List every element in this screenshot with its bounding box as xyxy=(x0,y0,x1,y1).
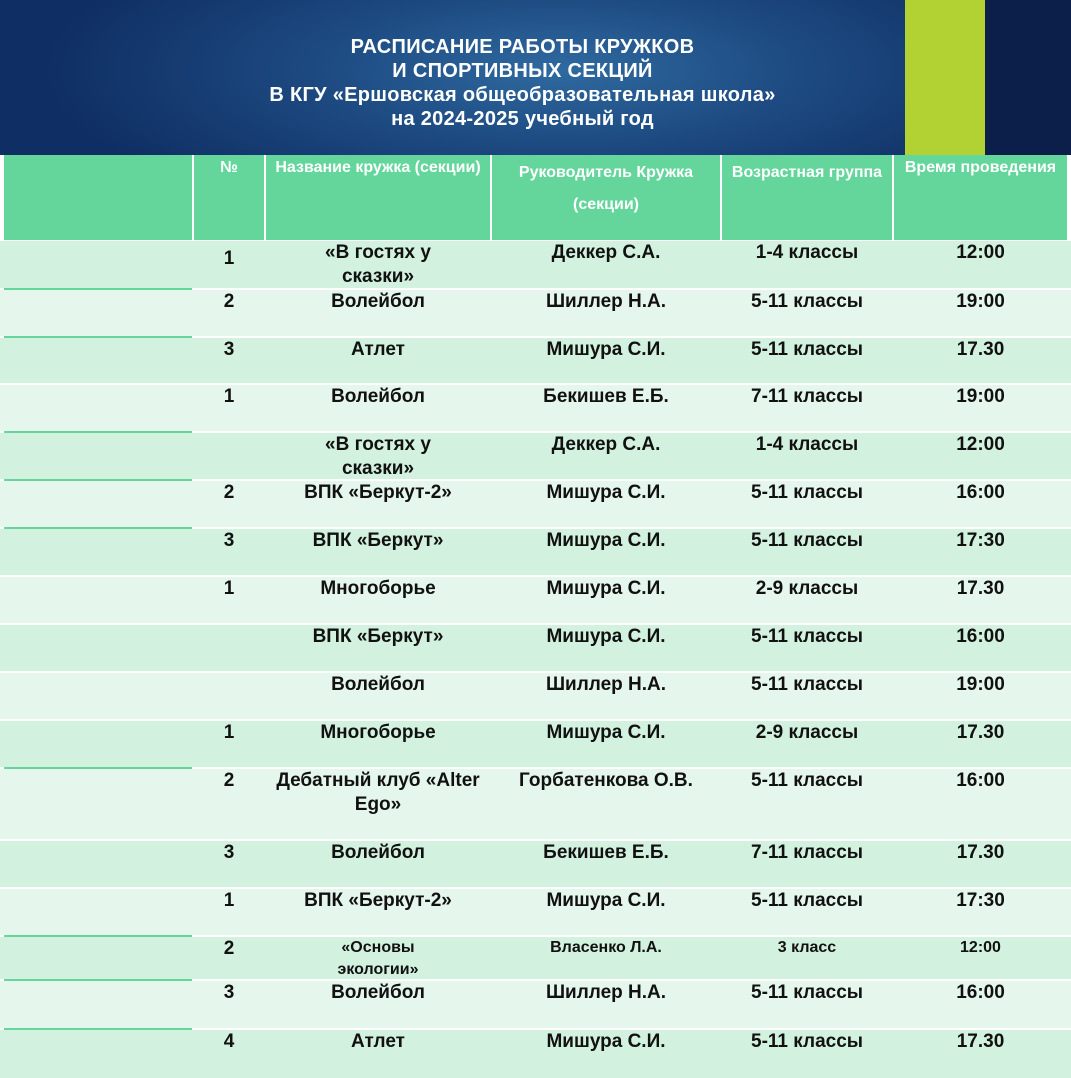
cell-name: ВПК «Беркут» xyxy=(312,626,444,647)
cell-num: 1 xyxy=(223,722,235,743)
cell-num: 1 xyxy=(223,248,235,269)
table-row xyxy=(0,937,1071,979)
cell-num: 2 xyxy=(223,482,235,503)
cell-time: 12:00 xyxy=(956,434,1005,455)
cell-num: 1 xyxy=(223,386,235,407)
cell-leader: Мишура С.И. xyxy=(546,722,666,743)
cell-time: 17.30 xyxy=(956,578,1005,599)
cell-time: 19:00 xyxy=(956,386,1005,407)
page-title xyxy=(60,35,1045,131)
cell-leader: Мишура С.И. xyxy=(546,626,666,647)
cell-leader: Власенко Л.А. xyxy=(550,939,662,956)
table-row xyxy=(0,721,1071,767)
cell-num: 3 xyxy=(223,982,235,1003)
table-row xyxy=(0,769,1071,839)
cell-age: 5-11 классы xyxy=(751,339,863,360)
cell-time: 17.30 xyxy=(956,842,1005,863)
cell-time: 17:30 xyxy=(956,890,1005,911)
cell-age: 1-4 классы xyxy=(755,242,859,263)
cell-name: ВПК «Беркут» xyxy=(312,530,444,551)
header-num: № xyxy=(194,155,264,240)
cell-num: 3 xyxy=(223,842,235,863)
cell-name: «В гостях у сказки» xyxy=(325,434,431,479)
cell-time: 17.30 xyxy=(956,722,1005,743)
table-row xyxy=(0,241,1071,288)
cell-leader: Мишура С.И. xyxy=(546,1031,666,1052)
header-name: Название кружка (секции) xyxy=(266,155,490,240)
table-row xyxy=(0,290,1071,336)
header-day-cell xyxy=(4,155,192,240)
cell-age: 1-4 классы xyxy=(755,434,859,455)
cell-leader: Мишура С.И. xyxy=(546,890,666,911)
cell-age: 5-11 классы xyxy=(751,530,863,551)
table-row xyxy=(0,1030,1071,1078)
cell-name: Дебатный клуб «Alter Ego» xyxy=(276,770,480,815)
cell-leader: Шиллер Н.А. xyxy=(545,982,667,1003)
cell-age: 5-11 классы xyxy=(751,626,863,647)
cell-time: 16:00 xyxy=(956,626,1005,647)
cell-num xyxy=(194,433,264,479)
table-row xyxy=(0,673,1071,719)
cell-name: ВПК «Беркут-2» xyxy=(304,890,452,911)
cell-num: 2 xyxy=(223,291,235,312)
header-leader: Руководитель Кружка (секции) xyxy=(492,155,720,240)
cell-time: 16:00 xyxy=(956,482,1005,503)
title-line-2: И СПОРТИВНЫХ СЕКЦИЙ xyxy=(392,60,653,82)
cell-name: Волейбол xyxy=(331,386,425,407)
cell-num: 3 xyxy=(223,339,235,360)
cell-num: 1 xyxy=(223,578,235,599)
cell-name: Волейбол xyxy=(331,982,425,1003)
cell-num: 3 xyxy=(223,530,235,551)
header-age: Возрастная группа xyxy=(722,155,892,240)
table-header-row xyxy=(0,155,1071,240)
title-line-3: В КГУ «Ершовская общеобразовательная школа» xyxy=(269,84,776,106)
cell-name: Многоборье xyxy=(320,722,436,743)
cell-time: 12:00 xyxy=(960,939,1001,956)
cell-leader: Бекишев Е.Б. xyxy=(543,842,669,863)
cell-leader: Мишура С.И. xyxy=(546,482,666,503)
cell-leader: Мишура С.И. xyxy=(546,578,666,599)
cell-name: Многоборье xyxy=(320,578,436,599)
cell-age: 5-11 классы xyxy=(751,482,863,503)
cell-name: Атлет xyxy=(351,1031,405,1052)
cell-leader: Мишура С.И. xyxy=(546,339,666,360)
cell-num: 2 xyxy=(223,938,235,959)
cell-name: «Основы экологии» xyxy=(337,939,419,978)
table-row xyxy=(0,577,1071,623)
cell-num: 2 xyxy=(223,770,235,791)
cell-age: 2-9 классы xyxy=(755,722,859,743)
cell-name: Волейбол xyxy=(331,291,425,312)
cell-num: 1 xyxy=(223,890,235,911)
cell-num: 4 xyxy=(223,1031,235,1052)
cell-leader: Шиллер Н.А. xyxy=(545,674,667,695)
cell-name: «В гостях у сказки» xyxy=(325,242,431,287)
table-row xyxy=(0,529,1071,575)
table-row xyxy=(0,981,1071,1028)
table-row xyxy=(0,385,1071,431)
table-row xyxy=(0,889,1071,935)
cell-time: 16:00 xyxy=(956,770,1005,791)
cell-age: 5-11 классы xyxy=(751,674,863,695)
cell-time: 16:00 xyxy=(956,982,1005,1003)
cell-age: 2-9 классы xyxy=(755,578,859,599)
table-row xyxy=(0,625,1071,671)
cell-leader: Бекишев Е.Б. xyxy=(543,386,669,407)
cell-time: 19:00 xyxy=(956,291,1005,312)
cell-time: 17.30 xyxy=(956,1031,1005,1052)
cell-time: 17.30 xyxy=(956,339,1005,360)
schedule-table xyxy=(0,155,1071,1078)
title-banner xyxy=(0,0,1071,155)
cell-age: 3 класс xyxy=(777,939,837,956)
cell-time: 19:00 xyxy=(956,674,1005,695)
cell-leader: Мишура С.И. xyxy=(546,530,666,551)
cell-leader: Шиллер Н.А. xyxy=(545,291,667,312)
cell-name: Волейбол xyxy=(331,674,425,695)
cell-leader: Деккер С.А. xyxy=(551,434,661,455)
cell-age: 7-11 классы xyxy=(751,386,863,407)
cell-age: 5-11 классы xyxy=(751,770,863,791)
cell-time: 12:00 xyxy=(956,242,1005,263)
cell-time: 17:30 xyxy=(956,530,1005,551)
cell-leader: Горбатенкова О.В. xyxy=(519,770,693,791)
cell-name: Атлет xyxy=(351,339,405,360)
cell-age: 5-11 классы xyxy=(751,291,863,312)
cell-age: 7-11 классы xyxy=(751,842,863,863)
cell-name: Волейбол xyxy=(331,842,425,863)
title-line-1: РАСПИСАНИЕ РАБОТЫ КРУЖКОВ xyxy=(350,36,695,58)
table-row xyxy=(0,481,1071,527)
cell-name: ВПК «Беркут-2» xyxy=(304,482,452,503)
header-time: Время проведения xyxy=(894,155,1067,240)
cell-leader: Деккер С.А. xyxy=(551,242,661,263)
table-row xyxy=(0,841,1071,887)
cell-age: 5-11 классы xyxy=(751,1031,863,1052)
cell-num xyxy=(194,673,264,719)
cell-num xyxy=(194,625,264,671)
table-row xyxy=(0,433,1071,479)
table-row xyxy=(0,338,1071,383)
cell-age: 5-11 классы xyxy=(751,982,863,1003)
title-line-4: на 2024-2025 учебный год xyxy=(391,108,654,130)
cell-age: 5-11 классы xyxy=(751,890,863,911)
